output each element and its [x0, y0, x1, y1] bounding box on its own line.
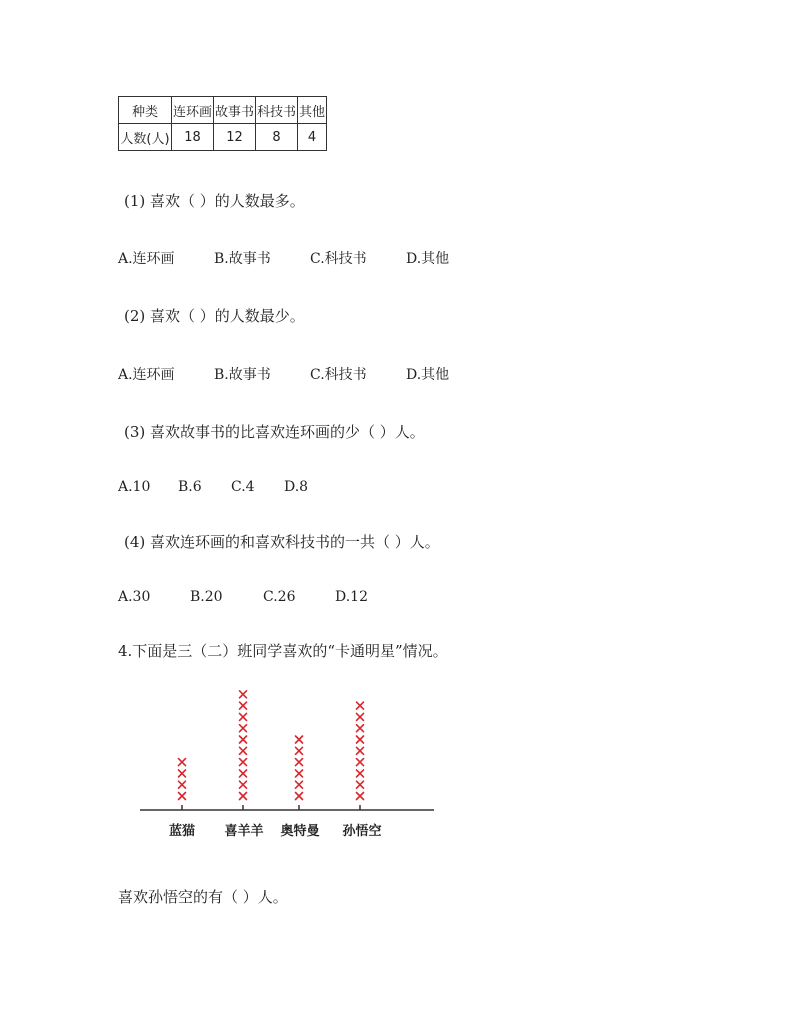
- section-4-title: 4.下面是三（二）班同学喜欢的“卡通明星”情况。: [118, 642, 448, 660]
- question-4: (4) 喜欢连环画的和喜欢科技书的一共（ ）人。: [124, 533, 440, 551]
- cross-mark: [179, 770, 186, 777]
- cross-mark: [240, 770, 247, 777]
- cross-mark: [357, 770, 364, 777]
- cross-mark: [179, 781, 186, 788]
- option-c[interactable]: C.科技书: [310, 367, 367, 383]
- option-d[interactable]: D.其他: [406, 367, 450, 383]
- question-3: (3) 喜欢故事书的比喜欢连环画的少（ ）人。: [124, 423, 425, 441]
- cross-mark: [357, 781, 364, 788]
- question-1: (1) 喜欢（ ）的人数最多。: [124, 192, 305, 210]
- cross-mark: [240, 713, 247, 720]
- option-a[interactable]: A.30: [118, 589, 151, 605]
- cross-mark: [357, 759, 364, 766]
- cross-mark: [179, 793, 186, 800]
- cross-mark: [240, 736, 247, 743]
- option-b[interactable]: B.故事书: [214, 367, 271, 383]
- table-header-cell: 故事书: [214, 97, 256, 124]
- option-c[interactable]: C.26: [263, 589, 296, 605]
- option-b[interactable]: B.20: [190, 589, 223, 605]
- table-header-cell: 种类: [119, 97, 172, 124]
- option-c[interactable]: C.4: [231, 479, 255, 495]
- cross-mark: [240, 781, 247, 788]
- table-cell: 12: [214, 124, 256, 151]
- cross-mark: [357, 713, 364, 720]
- category-label: 奥特曼: [280, 824, 320, 839]
- option-c[interactable]: C.科技书: [310, 251, 367, 267]
- cross-mark: [357, 793, 364, 800]
- option-d[interactable]: D.8: [284, 479, 309, 495]
- table-cell: 人数(人): [119, 124, 172, 151]
- cross-mark: [240, 793, 247, 800]
- cross-mark: [240, 747, 247, 754]
- cross-mark: [357, 747, 364, 754]
- cross-mark: [296, 759, 303, 766]
- option-d[interactable]: D.其他: [406, 251, 450, 267]
- table-header-cell: 科技书: [256, 97, 298, 124]
- option-b[interactable]: B.6: [178, 479, 202, 495]
- table-header-cell: 连环画: [172, 97, 214, 124]
- cross-mark: [296, 781, 303, 788]
- cross-mark: [296, 736, 303, 743]
- cross-mark: [179, 759, 186, 766]
- category-label: 喜羊羊: [224, 824, 264, 839]
- cross-mark: [357, 725, 364, 732]
- final-question: 喜欢孙悟空的有（ ）人。: [118, 888, 288, 906]
- option-a[interactable]: A.10: [118, 479, 151, 495]
- cross-mark: [240, 691, 247, 698]
- cross-mark: [357, 736, 364, 743]
- option-a[interactable]: A.连环画: [118, 367, 175, 383]
- cross-mark: [296, 747, 303, 754]
- cross-mark: [240, 725, 247, 732]
- cross-mark: [296, 793, 303, 800]
- category-label: 孙悟空: [342, 824, 382, 839]
- cross-mark: [240, 702, 247, 709]
- table-cell: 4: [298, 124, 327, 151]
- cross-mark: [296, 770, 303, 777]
- cross-mark: [240, 759, 247, 766]
- question-2: (2) 喜欢（ ）的人数最少。: [124, 307, 305, 325]
- option-d[interactable]: D.12: [335, 589, 368, 605]
- category-label: 蓝猫: [168, 824, 196, 839]
- table-cell: 8: [256, 124, 298, 151]
- table-header-cell: 其他: [298, 97, 327, 124]
- option-a[interactable]: A.连环画: [118, 251, 175, 267]
- option-b[interactable]: B.故事书: [214, 251, 271, 267]
- cross-mark: [357, 702, 364, 709]
- table-cell: 18: [172, 124, 214, 151]
